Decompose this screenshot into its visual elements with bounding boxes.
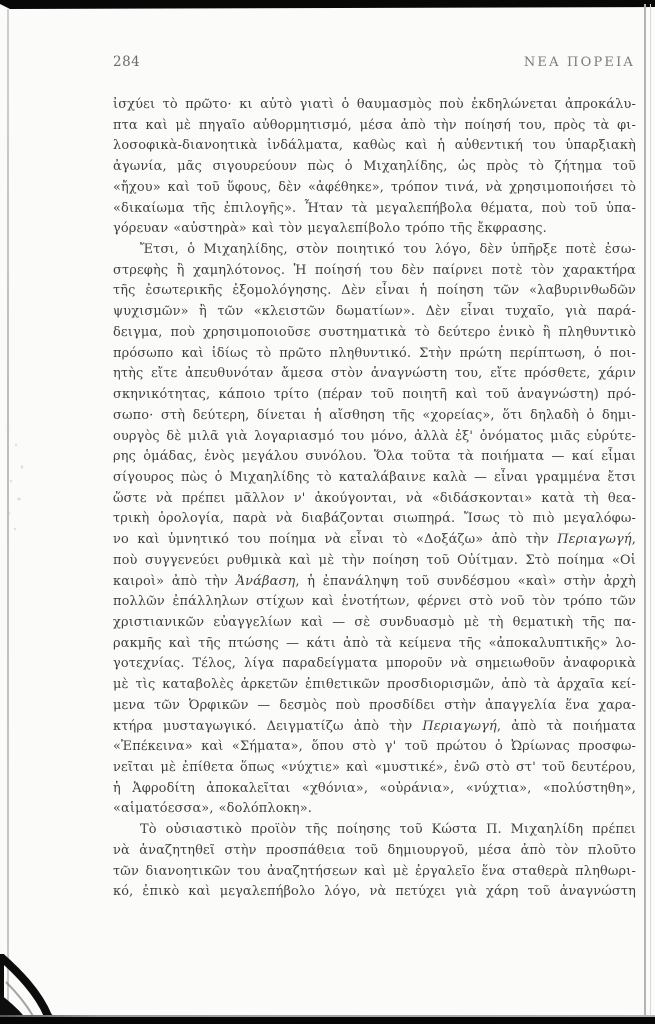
text-line: τῶν διανοητικῶν του ἀναζητήσεων καὶ μὲ ἐργαλεῖο ἕνα σταθερὰ πληθωρι-	[113, 863, 636, 879]
text-line: τρικὴ ὁρολογία, παρὰ νὰ διαβάζονται σιωπηρά. Ἴσως τὸ πιὸ μεγαλόφω-	[113, 511, 636, 527]
journal-title: ΝΕΑ ΠΟΡΕΙΑ	[523, 55, 635, 70]
text-line: ἀγωνία, μᾶς σιγουρεύουν πὼς ὁ Μιχαηλίδης, ὡς πρὸς τὸ ζήτημα τοῦ	[113, 159, 636, 175]
page-right-edge	[644, 4, 646, 1017]
text-line: ὥστε νὰ πρέπει μᾶλλον ν' ἀκούγονται, νὰ «διδάσκονται» κατὰ τὴ θεα-	[113, 490, 636, 506]
text-line: ποὺ συγγενεύει ρυθμικὰ καὶ μὲ τὴν ποίηση τοῦ Οὐίτμαν. Στὸ ποίημα «Οἱ	[113, 552, 636, 568]
text-line: ουργὸς δὲ μιλᾶ γιὰ λογαριασμό του μόνο, ἀλλὰ ἐξ' ὀνόματος μιᾶς εὐρύτε-	[113, 428, 636, 444]
text-line: στρεφὴς ἢ χαμηλότονος. Ἡ ποίησή του δὲν παίρνει ποτὲ τὸν χαρακτήρα	[113, 262, 636, 278]
page-header	[113, 54, 635, 72]
text-line: νεῖται μὲ ἐπίθετα ὅπως «νύχτιε» καὶ «μυστικέ», ἐνῶ στὸ στ' τοῦ δευτέρου,	[113, 760, 636, 775]
text-line: νο καὶ ὑμνητικό του ποίημα νὰ εἶναι τὸ «Δοξάζω» ἀπὸ τὴν Περιαγωγή,	[113, 532, 636, 548]
scanner-bottom-bar	[0, 1017, 655, 1024]
text-line: ψυχισμῶν» ἢ τῶν «κλειστῶν δωματίων». Δὲν εἶναι τυχαῖο, γιὰ παρά-	[113, 304, 636, 320]
text-line: Τὸ οὐσιαστικὸ προϊὸν τῆς ποίησης τοῦ Κώστα Π. Μιχαηλίδη πρέπει	[140, 822, 636, 838]
text-line: τῆς ἐσωτερικῆς ἐξομολόγησης. Δὲν εἶναι ἡ ποίηση τῶν «λαβυρινθωδῶν	[113, 283, 636, 299]
text-line: κό, ἐπικὸ καὶ μεγαλεπήβολο λόγο, νὰ πετύχει γιὰ χάρη τοῦ ἀναγνώστη	[113, 884, 636, 900]
text-line: γόρευαν «αὐστηρὰ» καὶ τὸν μεγαλεπίβολο τρόπο τῆς ἔκφρασης.	[113, 221, 547, 237]
text-line: γοτεχνίας. Τέλος, λίγα παραδείγματα μποροῦν νὰ σημειωθοῦν ἀναφορικὰ	[113, 656, 636, 672]
text-line: Ἔτσι, ὁ Μιχαηλίδης, στὸν ποιητικό του λόγο, δὲν ὑπῆρξε ποτὲ ἐσω-	[140, 242, 636, 258]
text-line: χριστιανικῶν εὐαγγελίων καὶ — σὲ συνδυασμὸ μὲ τὴ θεματικὴ τῆς πα-	[113, 614, 636, 630]
page-curl-shadow	[0, 954, 80, 1024]
scanner-top-bar	[0, 0, 655, 9]
text-line: νὰ ἀναζητηθεῖ στὴν προσπάθεια τοῦ δημιουργοῦ, μέσα ἀπὸ τὸν πλοῦτο	[113, 842, 636, 858]
body-text-block	[113, 95, 636, 903]
text-line: ρακμῆς καὶ τῆς πτώσης — κάτι ἀπὸ τὰ κείμενα τῆς «ἀποκαλυπτικῆς» λο-	[113, 635, 636, 651]
text-line: μενα τῶν Ὀρφικῶν — δεσμὸς ποὺ προσδίδει στὴν ἀπαγγελία ἕνα χαρα-	[113, 697, 636, 713]
text-line: ρης ὁμάδας, ἑνὸς μεγάλου συνόλου. Ὅλα τοῦτα τὰ ποιήματα — καί εἶμαι	[113, 449, 636, 465]
text-line: σωπο· στὴ δεύτερη, δίνεται ἡ αἴσθηση τῆς «χορείας», ὅτι δηλαδὴ ὁ δημι-	[113, 407, 636, 423]
text-line: «Ἐπέκεινα» καὶ «Σήματα», ὅπου στὸ γ' τοῦ πρώτου ὁ Ὠρίωνας προσφω-	[113, 739, 636, 755]
text-line: κτήρα μυσταγωγικό. Δειγματίζω ἀπὸ τὴν Περιαγωγή, ἀπὸ τὰ ποιήματα	[113, 718, 636, 734]
page-number: 284	[113, 54, 141, 70]
text-line: «ἤχου» καὶ τοῦ ὕφους, δὲν «ἀφέθηκε», τρόπον τινά, νὰ χρησιμοποιήσει τὸ	[113, 179, 636, 195]
text-line: καιροὶ» ἀπὸ τὴν Ἀνάβαση, ἡ ἐπανάληψη τοῦ συνδέσμου «καὶ» στὴν ἀρχὴ	[113, 573, 636, 589]
text-line: πολλῶν ἐπάλληλων στίχων καὶ ἑνοτήτων, φέρνει στὸ νοῦ τὸν τρόπο τῶν	[113, 594, 636, 610]
text-line: σίγουρος πὼς ὁ Μιχαηλίδης τὸ καταλάβαινε καλὰ — εἶναι γραμμένα ἔτσι	[113, 469, 636, 485]
text-line: ἡ Ἀφροδίτη ἀποκαλεῖται «χθόνια», «οὐράνια», «νύχτια», «πολύστηθη»,	[113, 780, 636, 796]
text-line: ητὴς εἴτε ἀπευθυνόταν ἄμεσα στὸν ἀναγνώστη του, εἴτε πρόσθετε, χάριν	[113, 366, 636, 382]
text-line: λοσοφικὰ-διανοητικὰ ἰνδάλματα, καθὼς καὶ ἡ αὐθεντική του ὑπαρξιακὴ	[113, 138, 636, 154]
text-line: ἰσχύει τὸ πρῶτο· κι αὐτὸ γιατὶ ὁ θαυμασμὸς ποὺ ἐκδηλώνεται ἀπροκάλυ-	[113, 97, 636, 112]
text-line: πρόσωπο καὶ ἰδίως τὸ πρῶτο πληθυντικό. Στὴν πρώτη περίπτωση, ὁ ποι-	[113, 345, 636, 361]
scan-artifact	[2, 415, 28, 545]
text-line: πτα καὶ μὲ πηγαῖο αὐθορμητισμό, μέσα ἀπὸ τὴν ποίησή του, πρὸς τὰ φι-	[113, 117, 636, 133]
text-line: «αἱματόεσσα», «δολόπλοκη».	[113, 801, 312, 817]
text-line: μὲ τὶς καταβολὲς ἀρκετῶν ἐπιθετικῶν προσδιορισμῶν, ἀπὸ τὰ ἀρχαῖα κεί-	[113, 677, 636, 693]
page-left-edge	[7, 9, 9, 1017]
page-right-edge-shadow	[650, 4, 651, 1017]
text-line: δειγμα, ποὺ χρησιμοποιοῦσε συστηματικὰ τὸ δεύτερο ἑνικὸ ἢ πληθυντικὸ	[113, 324, 636, 340]
text-line: σκηνικότητας, κάποιο τρίτο (πέραν τοῦ ποιητῆ καὶ τοῦ ἀναγνώστη) πρό-	[113, 387, 636, 403]
text-line: «δικαίωμα τῆς ἐπιλογῆς». Ἦταν τὰ μεγαλεπήβολα θέματα, ποὺ τοῦ ὑπα-	[113, 200, 636, 216]
